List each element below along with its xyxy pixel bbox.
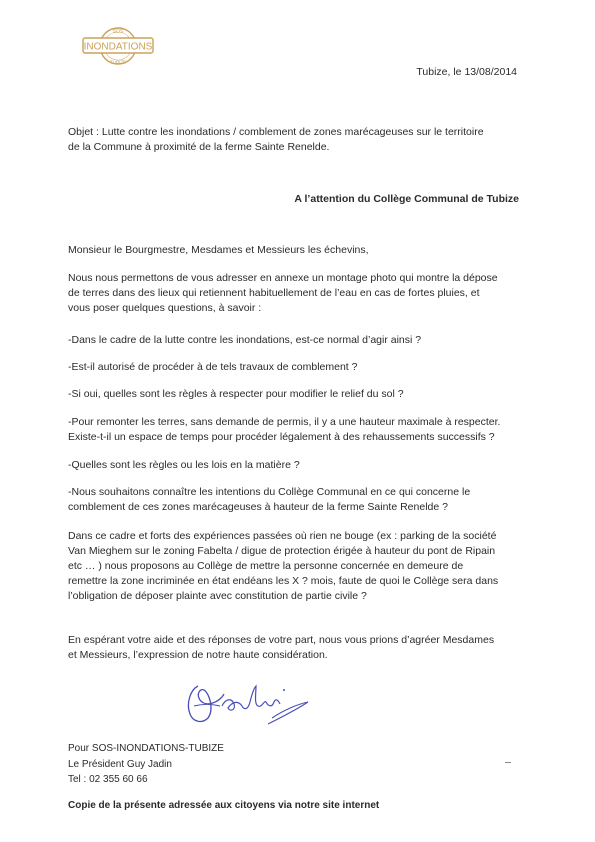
question-item bbox=[68, 333, 523, 348]
text-line: En espérant votre aide et des réponses de votre part, nous vous prions d’agréer Mesdames bbox=[68, 634, 495, 646]
logo-top-text: SOS bbox=[112, 29, 124, 35]
question-item bbox=[68, 387, 523, 402]
handwritten-signature bbox=[176, 680, 316, 732]
text-line: Nous nous permettons de vous adresser en annexe un montage photo qui montre la dépose bbox=[68, 272, 498, 284]
text-line: -Nous souhaitons connaître les intentions du Collège Communal en ce qui concerne le bbox=[68, 486, 471, 498]
text-line: -Si oui, quelles sont les règles à respecter pour modifier le relief du sol ? bbox=[68, 388, 404, 400]
text-line: etc … ) nous proposons au Collège de mettre la personne concernée en demeure de bbox=[68, 560, 464, 572]
logo-main-text: INONDATIONS bbox=[83, 41, 153, 53]
body-paragraph bbox=[68, 271, 523, 316]
text-line: de terres dans des lieux qui retiennent habituellement de l’eau en cas de fortes pluies, et bbox=[68, 287, 480, 299]
text-line: Dans ce cadre et forts des expériences passées où rien ne bouge (ex : parking de la société bbox=[68, 530, 497, 542]
attention-line: A l’attention du Collège Communal de Tubize bbox=[294, 193, 519, 205]
question-item bbox=[68, 360, 523, 375]
question-item bbox=[68, 485, 523, 515]
subject-line: Objet : Lutte contre les inondations / comblement de zones marécageuses sur le territoire bbox=[68, 126, 484, 138]
question-item bbox=[68, 458, 523, 473]
question-item bbox=[68, 415, 523, 445]
closing-paragraph bbox=[68, 633, 523, 663]
organization-line: Pour SOS-INONDATIONS-TUBIZE bbox=[68, 743, 224, 754]
text-line: -Quelles sont les règles ou les lois en la matière ? bbox=[68, 459, 300, 471]
date-line: Tubize, le 13/08/2014 bbox=[416, 66, 517, 78]
text-line: Van Mieghem sur le zoning Fabelta / digue de protection érigée à hauteur du pont de Ripain bbox=[68, 545, 496, 557]
text-line: vous poser quelques questions, à savoir : bbox=[68, 302, 262, 314]
text-line: -Est-il autorisé de procéder à de tels travaux de comblement ? bbox=[68, 361, 358, 373]
phone-line: Tel : 02 355 60 66 bbox=[68, 774, 148, 785]
logo-bottom-text: TUBIZE bbox=[109, 59, 127, 65]
copy-note: Copie de la présente adressée aux citoyens via notre site internet bbox=[68, 800, 380, 811]
text-line: remettre la zone incriminée en état endéans les X ? mois, faute de quoi le Collège sera dans bbox=[68, 575, 499, 587]
sos-inondations-logo bbox=[80, 24, 156, 68]
salutation: Monsieur le Bourgmestre, Mesdames et Messieurs les échevins, bbox=[68, 244, 369, 256]
subject bbox=[68, 125, 523, 155]
text-line: l’obligation de déposer plainte avec constitution de partie civile ? bbox=[68, 590, 367, 602]
president-line: Le Président Guy Jadin bbox=[68, 758, 172, 770]
body-paragraph bbox=[68, 529, 523, 604]
text-line: Existe-t-il un espace de temps pour procéder légalement à des rehaussements successifs ? bbox=[68, 431, 495, 443]
text-line: comblement de ces zones marécageuses à hauteur de la ferme Sainte Renelde ? bbox=[68, 501, 448, 513]
subject-line: de la Commune à proximité de la ferme Sainte Renelde. bbox=[68, 141, 330, 153]
stray-mark bbox=[505, 762, 511, 763]
signature-block bbox=[68, 741, 224, 788]
text-line: et Messieurs, l’expression de notre haute considération. bbox=[68, 649, 328, 661]
text-line: -Pour remonter les terres, sans demande de permis, il y a une hauteur maximale à respecter. bbox=[68, 416, 501, 428]
text-line: -Dans le cadre de la lutte contre les inondations, est-ce normal d’agir ainsi ? bbox=[68, 334, 422, 346]
